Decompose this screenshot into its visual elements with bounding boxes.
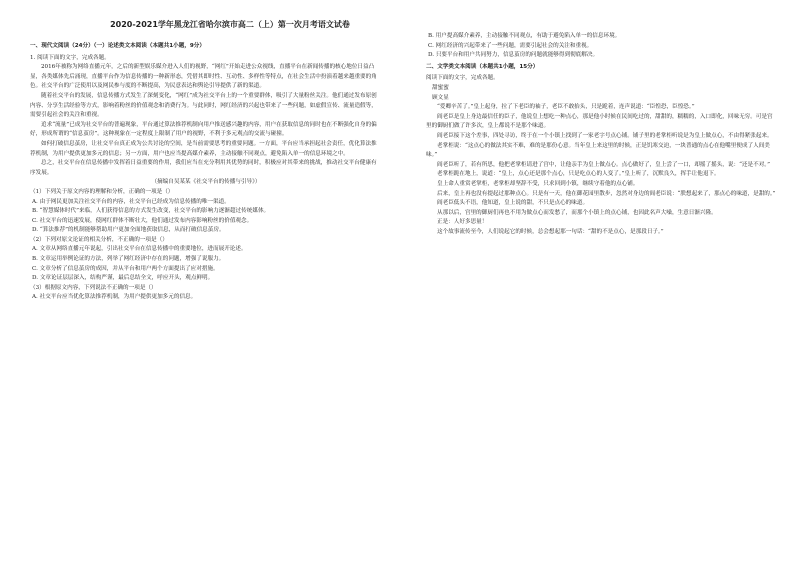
- question-2: （2）下列对原文论证的相关分析，不正确的一项是（）: [30, 236, 168, 243]
- article-paragraph: 追求“流量”已成为社交平台的普遍现象，平台通过算法推荐机制向用户推送感兴趣的内容，用户在获取信息的同时也在不断强化自身的偏好，形成所谓的“信息茧房”。这种现象在一定程度上限制了用户的视野，不利于多元观点的交流与碰撞。: [30, 121, 377, 138]
- story-paragraph: 后来，皇上再也没有提起过那种点心。只是有一天，他在御花园里散步，忽然对身边的阎老臣说：“朕想起来了，那点心的味道，是甜的。”: [437, 190, 776, 197]
- option: A. 由于网民更加关注社交平台的内容，社交平台已经成为信息传播的唯一渠道。: [32, 198, 230, 205]
- story-paragraph: 老掌柜跪在地上，说道：“皇上，点心还是那个点心，只是吃点心的人变了。”皇上听了，沉默良久，挥手让他退下。: [437, 171, 720, 178]
- article-paragraph: 2016年被称为网络直播元年，之后的新型娱乐媒介进入人们的视野，“网红”开始走进公众视线，直播平台在新闻传播的核心地位日益凸显，各类媒体先后涌现，直播平台作为信息传播的一种新形态，凭借其即时性、互动性、多样性等特点，在社会生活中扮演着越来越重要的角色。社交平台的广泛使用以及网民参与度的不断提高，为民意表达和舆论引导提供了新的渠道。: [30, 64, 377, 90]
- left-column: [30, 40, 382, 303]
- story-paragraph: 这个故事流传至今，人们说起它的时候，总会想起那一句话：“甜的不是点心，是那段日子。”: [437, 228, 664, 235]
- option: D. “算法推荐”的机制能够帮助用户更加全面地获取信息，从而打破信息茧房。: [32, 227, 225, 234]
- story-paragraph: 从那以后，宫里的御厨们再也不用为做点心而发愁了，而那个小镇上的点心铺，也因此名声大噪，生意日渐兴隆。: [437, 209, 717, 216]
- option: A. 文章从网络直播元年说起，引出社交平台在信息传播中的重要地位，进而展开论述。: [32, 246, 247, 253]
- story-paragraph: “爱卿辛苦了。”皇上起身，拉了下老臣的袖子，老臣不敢抬头，只是跪着，连声说道：“臣惶恐，臣惶恐。”: [437, 104, 695, 111]
- option: C. 网红经济的兴起带来了一些问题，需要引起社会的关注和重视。: [428, 42, 593, 49]
- option: A. 社交平台应当优化算法推荐机制，为用户提供更加多元的信息。: [32, 294, 197, 301]
- story-paragraph: 老掌柜说：“这点心的做法其实不难，难的是那份心意。当年皇上来这里的时候，正是饥寒交迫，一块普通的点心在他嘴里便成了人间美味。”: [426, 142, 770, 159]
- section-heading-1: 一、现代文阅读（24分）（一）论述类文本阅读（本题共1小题，9分）: [30, 43, 205, 49]
- option: D. 只要平台和用户共同努力，信息茧房的问题就能够得到彻底解决。: [428, 52, 599, 59]
- question-3: （3）根据原文内容，下列说法不正确的一项是（）: [30, 284, 157, 291]
- question-intro: 1. 阅读下面的文字，完成各题。: [30, 54, 110, 61]
- option: B. 文章运用举例论证的方法，列举了网红经济中存在的问题，增强了说服力。: [32, 256, 225, 263]
- story-paragraph: 正是：人好多思量！: [437, 219, 488, 226]
- option: B. 用户提高媒介素养，主动接触不同观点，有助于避免陷入单一的信息环境。: [428, 33, 621, 39]
- story-title: 甜蜜蜜: [432, 84, 449, 91]
- article-source: （摘编自吴某某《社交平台的传播与引导》）: [151, 179, 261, 186]
- story-paragraph: 阎老臣是皇上身边最信任的臣子，他说皇上想吃一种点心，那是他小时候在民间吃过的，甜甜的，糯糯的，入口即化，回味无穷。可是宫里的御厨们做了许多次，皇上都说不是那个味道。: [426, 113, 773, 130]
- question-intro: 阅读下面的文字，完成各题。: [426, 75, 499, 82]
- option: D. 文章论证层层深入，结构严谨，最后总结全文，呼应开头，观点鲜明。: [32, 275, 214, 282]
- story-paragraph: 阎老臣听了，若有所思，他把老掌柜请进了宫中，让他亲手为皇上做点心。点心做好了，皇上尝了一口，却摇了摇头，说：“还是不对。”: [437, 161, 770, 168]
- story-paragraph: 阎老臣低头不语，他知道，皇上说的甜，不只是点心的味道。: [437, 200, 589, 207]
- article-paragraph: 总之，社交平台在信息传播中发挥着日益重要的作用，我们应当在充分利用其优势的同时，积极应对其带来的挑战，推动社交平台健康有序发展。: [30, 160, 377, 176]
- section-heading-2: 二、文学类文本阅读（本题共1小题，15分）: [426, 63, 539, 70]
- article-paragraph: 如何打破信息茧房，让社交平台真正成为公共讨论的空间，是当前需要思考的重要问题。一方面，平台应当承担起社会责任，优化算法推荐机制，为用户提供更加多元的信息；另一方面，用户也应当提高媒介素养，主动接触不同观点，避免陷入单一的信息环境之中。: [30, 140, 377, 157]
- question-1: （1）下列关于原文内容的理解和分析，正确的一项是（）: [30, 188, 174, 195]
- exam-title: 2020-2021学年黑龙江省哈尔滨市高二（上）第一次月考语文试卷: [110, 20, 350, 29]
- article-paragraph: 随着社交平台的发展，信息传播方式发生了深刻变化，“网红”成为社交平台上的一个重要群体，吸引了大量粉丝关注。他们通过发布原创内容、分享生活经验等方式，影响着粉丝的价值观念和消费行为。与此同时，网红经济的兴起也带来了一些问题，如虚假宣传、流量造假等，需要引起社会的关注和重视。: [30, 92, 377, 119]
- option: C. 社交平台的迅速发展，使网红群体不断壮大，他们通过发布内容影响粉丝的价值观念。: [32, 217, 253, 224]
- option: B. “智慧媒体时代”来临，人们获得信息的方式发生改变，社交平台的影响力逐渐超过传统媒体。: [32, 208, 270, 215]
- option: C. 文章分析了信息茧房的成因，并从平台和用户两个方面提出了应对措施。: [32, 265, 219, 272]
- story-paragraph: 阎老臣接下这个差事，四处寻访，终于在一个小镇上找到了一家老字号点心铺。铺子里的老掌柜听说是为皇上做点心，不由得紧张起来。: [437, 132, 773, 139]
- story-author: 顾文显: [432, 94, 449, 101]
- story-paragraph: 皇上命人重赏老掌柜，老掌柜却坚辞不受，只求回到小镇，继续守着他的点心铺。: [437, 180, 639, 187]
- right-column: [426, 32, 778, 237]
